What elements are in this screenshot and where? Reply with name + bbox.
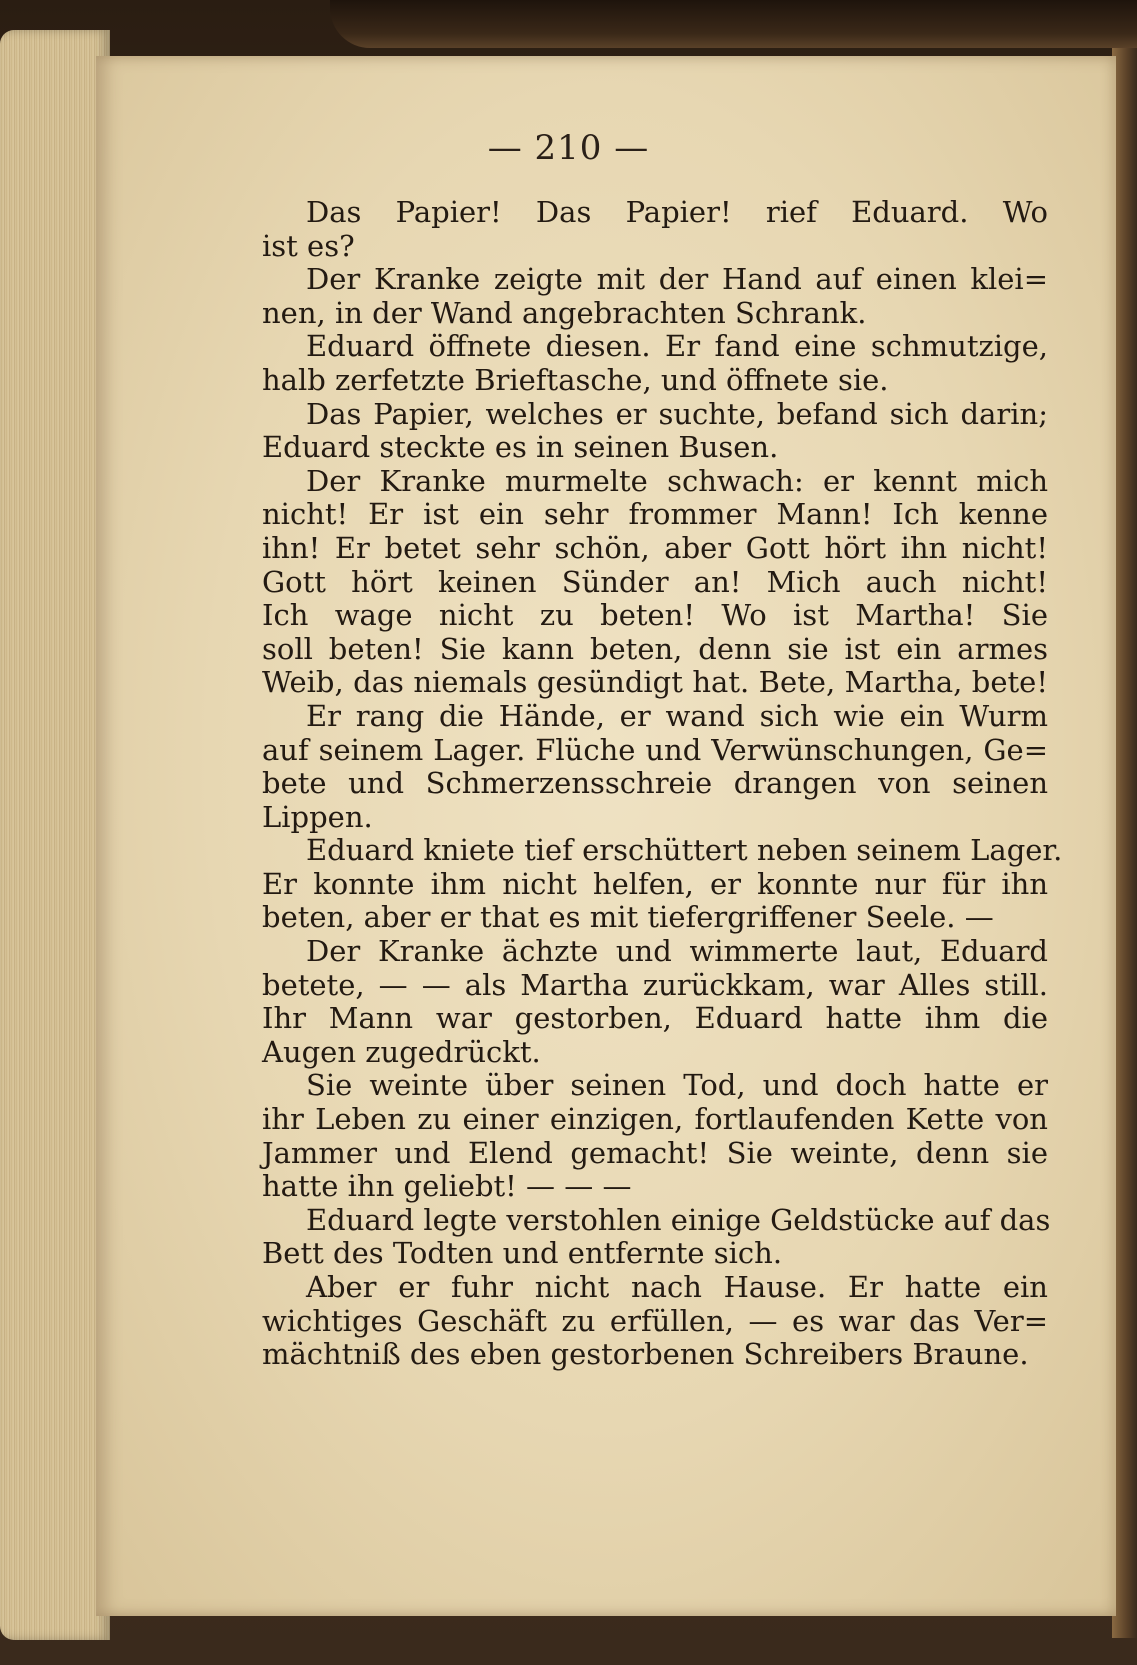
text-line: nicht! Er ist ein sehr frommer Mann! Ich kenne [262, 497, 1048, 532]
text-line: wichtiges Geschäft zu erfüllen, — es war das Ver= [262, 1303, 1048, 1338]
text-line: Das Papier, welches er suchte, befand sich darin; [306, 396, 1048, 431]
text-line: Weib, das niemals gesündigt hat. Bete, Martha, bete! [262, 665, 1048, 700]
text-line: betete, — — als Martha zurückkam, war Alles still. [262, 967, 1048, 1002]
text-line: halb zerfetzte Brieftasche, und öffnete sie. [262, 362, 889, 397]
text-line: auf seinem Lager. Flüche und Verwünschungen, Ge= [262, 732, 1048, 767]
text-line: Der Kranke zeigte mit der Hand auf einen klei= [306, 262, 1048, 297]
text-line: Eduard kniete tief erschüttert neben seinem Lager. [306, 833, 1063, 868]
text-line: nen, in der Wand angebrachten Schrank. [262, 295, 867, 330]
text-line: Er rang die Hände, er wand sich wie ein Wurm [306, 698, 1048, 733]
page-stack-edges [0, 30, 110, 1640]
book-cover-edge [330, 0, 1137, 48]
text-line: Ihr Mann war gestorben, Eduard hatte ihm die [262, 1001, 1048, 1036]
text-line: Augen zugedrückt. [262, 1034, 541, 1069]
text-line: Bett des Todten und entfernte sich. [262, 1236, 783, 1271]
text-line: Lippen. [262, 799, 373, 834]
text-line: mächtniß des eben gestorbenen Schreibers Braune. [262, 1337, 1029, 1372]
text-line: beten, aber er that es mit tiefergriffener Seele. — [262, 900, 994, 935]
text-line: ihr Leben zu einer einzigen, fortlaufenden Kette von [262, 1102, 1048, 1137]
text-line: ihn! Er betet sehr schön, aber Gott hört ihn nicht! [262, 530, 1048, 565]
text-line: soll beten! Sie kann beten, denn sie ist ein armes [262, 631, 1048, 666]
text-line: Eduard legte verstohlen einige Geldstücke auf das [306, 1202, 1051, 1237]
text-line: Sie weinte über seinen Tod, und doch hatte er [306, 1068, 1048, 1103]
text-line: hatte ihn geliebt! — — — [262, 1169, 632, 1204]
text-line: Eduard öffnete diesen. Er fand eine schmutzige, [306, 329, 1048, 364]
text-line: bete und Schmerzensschreie drangen von seinen [262, 766, 1048, 801]
text-line: Das Papier! Das Papier! rief Eduard. Wo [306, 195, 1048, 229]
text-line: ist es? [262, 228, 355, 263]
text-line: Gott hört keinen Sünder an! Mich auch nicht! [262, 564, 1048, 599]
text-line: Er konnte ihm nicht helfen, er konnte nur für ihn [262, 866, 1048, 901]
text-line: Der Kranke ächzte und wimmerte laut, Eduard [306, 934, 1048, 969]
body-text [262, 195, 1063, 1372]
page-number: — 210 — [487, 128, 650, 168]
text-line: Ich wage nicht zu beten! Wo ist Martha! Sie [262, 598, 1048, 633]
text-line: Eduard steckte es in seinen Busen. [262, 430, 779, 465]
text-line: Jammer und Elend gemacht! Sie weinte, denn sie [262, 1135, 1048, 1170]
text-line: Der Kranke murmelte schwach: er kennt mich [306, 463, 1048, 498]
text-line: Aber er fuhr nicht nach Hause. Er hatte ein [306, 1270, 1048, 1304]
